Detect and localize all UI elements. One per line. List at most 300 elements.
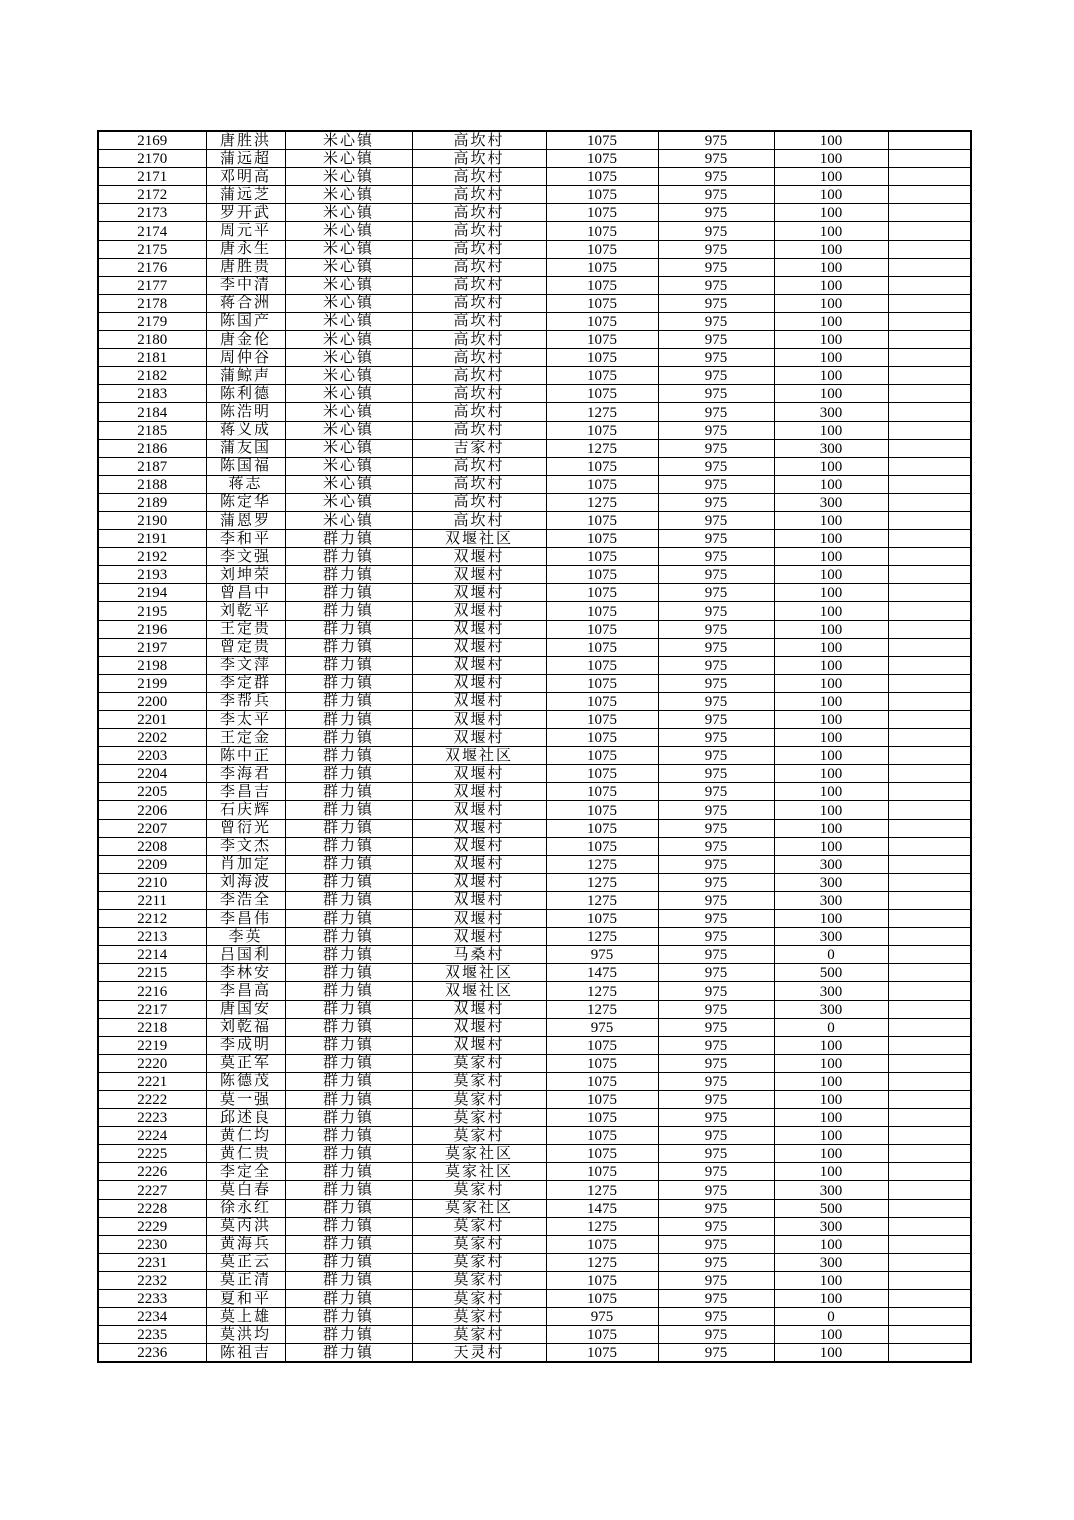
amount-cell: 1075 [546, 1072, 658, 1090]
table-row [98, 276, 971, 294]
town-cell: 米心镇 [285, 240, 412, 258]
table-row [98, 747, 971, 765]
difference-cell: 500 [774, 1199, 888, 1217]
base-amount-cell: 975 [658, 964, 774, 982]
remark-cell [888, 403, 971, 421]
remark-cell [888, 801, 971, 819]
base-amount-cell: 975 [658, 1072, 774, 1090]
base-amount-cell: 975 [658, 258, 774, 276]
table-row [98, 928, 971, 946]
difference-cell: 100 [774, 1090, 888, 1108]
village-cell: 双堰村 [412, 1036, 546, 1054]
difference-cell: 100 [774, 294, 888, 312]
row-number-cell: 2213 [98, 928, 206, 946]
row-number-cell: 2223 [98, 1109, 206, 1127]
difference-cell: 300 [774, 1253, 888, 1271]
town-cell: 群力镇 [285, 946, 412, 964]
remark-cell [888, 1000, 971, 1018]
table-row [98, 150, 971, 168]
difference-cell: 0 [774, 946, 888, 964]
base-amount-cell: 975 [658, 946, 774, 964]
difference-cell: 300 [774, 982, 888, 1000]
base-amount-cell: 975 [658, 584, 774, 602]
name-cell: 蒲远芝 [206, 186, 285, 204]
row-number-cell: 2210 [98, 873, 206, 891]
remark-cell [888, 1036, 971, 1054]
row-number-cell: 2172 [98, 186, 206, 204]
village-cell: 莫家村 [412, 1054, 546, 1072]
base-amount-cell: 975 [658, 475, 774, 493]
village-cell: 高坎村 [412, 312, 546, 330]
amount-cell: 1075 [546, 530, 658, 548]
table-row [98, 584, 971, 602]
base-amount-cell: 975 [658, 131, 774, 150]
row-number-cell: 2233 [98, 1290, 206, 1308]
base-amount-cell: 975 [658, 421, 774, 439]
village-cell: 高坎村 [412, 367, 546, 385]
base-amount-cell: 975 [658, 1235, 774, 1253]
table-row [98, 801, 971, 819]
base-amount-cell: 975 [658, 1181, 774, 1199]
table-row [98, 783, 971, 801]
amount-cell: 1075 [546, 602, 658, 620]
remark-cell [888, 258, 971, 276]
difference-cell: 300 [774, 1181, 888, 1199]
row-number-cell: 2191 [98, 530, 206, 548]
name-cell: 黄仁贵 [206, 1145, 285, 1163]
name-cell: 莫正军 [206, 1054, 285, 1072]
table-row [98, 548, 971, 566]
name-cell: 曾昌中 [206, 584, 285, 602]
name-cell: 周仲谷 [206, 349, 285, 367]
village-cell: 高坎村 [412, 475, 546, 493]
village-cell: 莫家村 [412, 1290, 546, 1308]
village-cell: 双堰村 [412, 692, 546, 710]
difference-cell: 100 [774, 475, 888, 493]
base-amount-cell: 975 [658, 367, 774, 385]
town-cell: 米心镇 [285, 385, 412, 403]
remark-cell [888, 729, 971, 747]
table-row [98, 1127, 971, 1145]
base-amount-cell: 975 [658, 855, 774, 873]
remark-cell [888, 150, 971, 168]
difference-cell: 100 [774, 602, 888, 620]
village-cell: 双堰村 [412, 674, 546, 692]
row-number-cell: 2197 [98, 638, 206, 656]
name-cell: 李文杰 [206, 837, 285, 855]
base-amount-cell: 975 [658, 240, 774, 258]
base-amount-cell: 975 [658, 1090, 774, 1108]
table-row [98, 1290, 971, 1308]
remark-cell [888, 186, 971, 204]
table-row [98, 367, 971, 385]
town-cell: 米心镇 [285, 367, 412, 385]
town-cell: 群力镇 [285, 692, 412, 710]
amount-cell: 1275 [546, 1181, 658, 1199]
amount-cell: 1075 [546, 258, 658, 276]
amount-cell: 1275 [546, 891, 658, 909]
remark-cell [888, 204, 971, 222]
village-cell: 高坎村 [412, 493, 546, 511]
village-cell: 双堰村 [412, 891, 546, 909]
town-cell: 米心镇 [285, 258, 412, 276]
table-row [98, 1109, 971, 1127]
town-cell: 群力镇 [285, 1181, 412, 1199]
base-amount-cell: 975 [658, 910, 774, 928]
difference-cell: 100 [774, 1145, 888, 1163]
table-row [98, 964, 971, 982]
row-number-cell: 2176 [98, 258, 206, 276]
amount-cell: 1075 [546, 1271, 658, 1289]
row-number-cell: 2209 [98, 855, 206, 873]
amount-cell: 1075 [546, 801, 658, 819]
difference-cell: 300 [774, 1217, 888, 1235]
difference-cell: 100 [774, 331, 888, 349]
town-cell: 群力镇 [285, 530, 412, 548]
name-cell: 莫正清 [206, 1271, 285, 1289]
difference-cell: 100 [774, 747, 888, 765]
town-cell: 群力镇 [285, 1072, 412, 1090]
base-amount-cell: 975 [658, 1145, 774, 1163]
table-row [98, 1235, 971, 1253]
name-cell: 唐国安 [206, 1000, 285, 1018]
name-cell: 陈利德 [206, 385, 285, 403]
village-cell: 天灵村 [412, 1344, 546, 1363]
village-cell: 高坎村 [412, 258, 546, 276]
town-cell: 群力镇 [285, 891, 412, 909]
village-cell: 莫家村 [412, 1217, 546, 1235]
amount-cell: 1075 [546, 1036, 658, 1054]
difference-cell: 100 [774, 1326, 888, 1344]
amount-cell: 1275 [546, 873, 658, 891]
amount-cell: 1075 [546, 765, 658, 783]
difference-cell: 100 [774, 692, 888, 710]
row-number-cell: 2211 [98, 891, 206, 909]
village-cell: 马桑村 [412, 946, 546, 964]
table-row [98, 1308, 971, 1326]
town-cell: 群力镇 [285, 602, 412, 620]
base-amount-cell: 975 [658, 1271, 774, 1289]
name-cell: 李文强 [206, 548, 285, 566]
row-number-cell: 2226 [98, 1163, 206, 1181]
table-row [98, 638, 971, 656]
remark-cell [888, 240, 971, 258]
difference-cell: 100 [774, 131, 888, 150]
difference-cell: 100 [774, 367, 888, 385]
amount-cell: 1075 [546, 131, 658, 150]
base-amount-cell: 975 [658, 457, 774, 475]
village-cell: 双堰村 [412, 801, 546, 819]
remark-cell [888, 891, 971, 909]
row-number-cell: 2220 [98, 1054, 206, 1072]
base-amount-cell: 975 [658, 1199, 774, 1217]
difference-cell: 300 [774, 439, 888, 457]
remark-cell [888, 276, 971, 294]
row-number-cell: 2194 [98, 584, 206, 602]
difference-cell: 0 [774, 1018, 888, 1036]
base-amount-cell: 975 [658, 1036, 774, 1054]
difference-cell: 100 [774, 765, 888, 783]
table-row [98, 222, 971, 240]
remark-cell [888, 1253, 971, 1271]
remark-cell [888, 656, 971, 674]
table-row [98, 1072, 971, 1090]
difference-cell: 100 [774, 584, 888, 602]
remark-cell [888, 548, 971, 566]
amount-cell: 1075 [546, 1127, 658, 1145]
table-row [98, 1181, 971, 1199]
table-row [98, 1253, 971, 1271]
name-cell: 李昌吉 [206, 783, 285, 801]
town-cell: 群力镇 [285, 1000, 412, 1018]
town-cell: 群力镇 [285, 1253, 412, 1271]
row-number-cell: 2212 [98, 910, 206, 928]
base-amount-cell: 975 [658, 729, 774, 747]
remark-cell [888, 1072, 971, 1090]
difference-cell: 100 [774, 1271, 888, 1289]
village-cell: 双堰村 [412, 765, 546, 783]
name-cell: 莫洪均 [206, 1326, 285, 1344]
name-cell: 黄海兵 [206, 1235, 285, 1253]
table-row [98, 240, 971, 258]
table-row [98, 421, 971, 439]
base-amount-cell: 975 [658, 548, 774, 566]
table-row [98, 602, 971, 620]
table-row [98, 439, 971, 457]
amount-cell: 1075 [546, 457, 658, 475]
base-amount-cell: 975 [658, 674, 774, 692]
remark-cell [888, 222, 971, 240]
base-amount-cell: 975 [658, 511, 774, 529]
amount-cell: 1075 [546, 837, 658, 855]
base-amount-cell: 975 [658, 1344, 774, 1363]
name-cell: 李文萍 [206, 656, 285, 674]
village-cell: 高坎村 [412, 457, 546, 475]
name-cell: 王定金 [206, 729, 285, 747]
remark-cell [888, 837, 971, 855]
village-cell: 双堰村 [412, 602, 546, 620]
village-cell: 双堰村 [412, 656, 546, 674]
remark-cell [888, 638, 971, 656]
row-number-cell: 2181 [98, 349, 206, 367]
amount-cell: 1075 [546, 692, 658, 710]
village-cell: 高坎村 [412, 403, 546, 421]
remark-cell [888, 1054, 971, 1072]
remark-cell [888, 1308, 971, 1326]
remark-cell [888, 367, 971, 385]
difference-cell: 100 [774, 312, 888, 330]
name-cell: 蒲友国 [206, 439, 285, 457]
amount-cell: 1075 [546, 511, 658, 529]
row-number-cell: 2214 [98, 946, 206, 964]
town-cell: 群力镇 [285, 1054, 412, 1072]
town-cell: 米心镇 [285, 511, 412, 529]
difference-cell: 100 [774, 910, 888, 928]
name-cell: 周元平 [206, 222, 285, 240]
village-cell: 双堰村 [412, 548, 546, 566]
amount-cell: 1075 [546, 150, 658, 168]
name-cell: 石庆辉 [206, 801, 285, 819]
amount-cell: 1075 [546, 819, 658, 837]
remark-cell [888, 385, 971, 403]
amount-cell: 1475 [546, 1199, 658, 1217]
town-cell: 群力镇 [285, 1163, 412, 1181]
village-cell: 莫家村 [412, 1181, 546, 1199]
village-cell: 高坎村 [412, 150, 546, 168]
amount-cell: 1075 [546, 331, 658, 349]
village-cell: 双堰村 [412, 873, 546, 891]
row-number-cell: 2215 [98, 964, 206, 982]
row-number-cell: 2222 [98, 1090, 206, 1108]
table-body [98, 131, 971, 1362]
name-cell: 陈国福 [206, 457, 285, 475]
amount-cell: 1275 [546, 403, 658, 421]
remark-cell [888, 711, 971, 729]
row-number-cell: 2203 [98, 747, 206, 765]
name-cell: 曾定贵 [206, 638, 285, 656]
town-cell: 米心镇 [285, 421, 412, 439]
table-row [98, 656, 971, 674]
amount-cell: 1075 [546, 548, 658, 566]
amount-cell: 1075 [546, 638, 658, 656]
base-amount-cell: 975 [658, 638, 774, 656]
name-cell: 陈德茂 [206, 1072, 285, 1090]
table-row [98, 1018, 971, 1036]
village-cell: 高坎村 [412, 421, 546, 439]
amount-cell: 1075 [546, 367, 658, 385]
table-row [98, 1054, 971, 1072]
row-number-cell: 2229 [98, 1217, 206, 1235]
difference-cell: 100 [774, 457, 888, 475]
base-amount-cell: 975 [658, 692, 774, 710]
town-cell: 群力镇 [285, 928, 412, 946]
town-cell: 群力镇 [285, 1109, 412, 1127]
row-number-cell: 2198 [98, 656, 206, 674]
table-row [98, 982, 971, 1000]
remark-cell [888, 349, 971, 367]
town-cell: 群力镇 [285, 910, 412, 928]
table-row [98, 1217, 971, 1235]
amount-cell: 1275 [546, 1000, 658, 1018]
name-cell: 李浩全 [206, 891, 285, 909]
table-row [98, 530, 971, 548]
table-row [98, 1199, 971, 1217]
row-number-cell: 2200 [98, 692, 206, 710]
remark-cell [888, 910, 971, 928]
remark-cell [888, 168, 971, 186]
base-amount-cell: 975 [658, 928, 774, 946]
base-amount-cell: 975 [658, 1290, 774, 1308]
village-cell: 高坎村 [412, 349, 546, 367]
amount-cell: 975 [546, 1308, 658, 1326]
town-cell: 群力镇 [285, 584, 412, 602]
amount-cell: 1075 [546, 385, 658, 403]
amount-cell: 1075 [546, 783, 658, 801]
difference-cell: 100 [774, 1054, 888, 1072]
base-amount-cell: 975 [658, 150, 774, 168]
town-cell: 米心镇 [285, 131, 412, 150]
table-row [98, 729, 971, 747]
difference-cell: 100 [774, 548, 888, 566]
name-cell: 李中清 [206, 276, 285, 294]
name-cell: 蒋义成 [206, 421, 285, 439]
base-amount-cell: 975 [658, 1109, 774, 1127]
row-number-cell: 2224 [98, 1127, 206, 1145]
remark-cell [888, 1235, 971, 1253]
remark-cell [888, 1127, 971, 1145]
base-amount-cell: 975 [658, 765, 774, 783]
town-cell: 群力镇 [285, 964, 412, 982]
table-row [98, 1090, 971, 1108]
difference-cell: 100 [774, 711, 888, 729]
name-cell: 刘乾平 [206, 602, 285, 620]
town-cell: 群力镇 [285, 1235, 412, 1253]
table-row [98, 403, 971, 421]
town-cell: 米心镇 [285, 312, 412, 330]
village-cell: 高坎村 [412, 331, 546, 349]
base-amount-cell: 975 [658, 891, 774, 909]
town-cell: 群力镇 [285, 837, 412, 855]
village-cell: 高坎村 [412, 240, 546, 258]
amount-cell: 1075 [546, 747, 658, 765]
name-cell: 李帮兵 [206, 692, 285, 710]
town-cell: 群力镇 [285, 1036, 412, 1054]
village-cell: 双堰社区 [412, 747, 546, 765]
row-number-cell: 2186 [98, 439, 206, 457]
village-cell: 莫家村 [412, 1109, 546, 1127]
row-number-cell: 2219 [98, 1036, 206, 1054]
table-row [98, 620, 971, 638]
name-cell: 李昌高 [206, 982, 285, 1000]
remark-cell [888, 475, 971, 493]
table-row [98, 891, 971, 909]
name-cell: 肖加定 [206, 855, 285, 873]
base-amount-cell: 975 [658, 1018, 774, 1036]
remark-cell [888, 783, 971, 801]
village-cell: 双堰社区 [412, 964, 546, 982]
table-row [98, 1000, 971, 1018]
name-cell: 蒲恩罗 [206, 511, 285, 529]
village-cell: 双堰村 [412, 928, 546, 946]
town-cell: 米心镇 [285, 294, 412, 312]
remark-cell [888, 747, 971, 765]
village-cell: 双堰村 [412, 584, 546, 602]
difference-cell: 100 [774, 1163, 888, 1181]
row-number-cell: 2221 [98, 1072, 206, 1090]
village-cell: 莫家村 [412, 1308, 546, 1326]
name-cell: 李英 [206, 928, 285, 946]
table-row [98, 294, 971, 312]
row-number-cell: 2231 [98, 1253, 206, 1271]
remark-cell [888, 312, 971, 330]
town-cell: 群力镇 [285, 566, 412, 584]
remark-cell [888, 421, 971, 439]
base-amount-cell: 975 [658, 349, 774, 367]
town-cell: 群力镇 [285, 729, 412, 747]
row-number-cell: 2185 [98, 421, 206, 439]
amount-cell: 1475 [546, 964, 658, 982]
table-row [98, 692, 971, 710]
base-amount-cell: 975 [658, 276, 774, 294]
row-number-cell: 2195 [98, 602, 206, 620]
base-amount-cell: 975 [658, 204, 774, 222]
amount-cell: 1075 [546, 240, 658, 258]
name-cell: 蒋合洲 [206, 294, 285, 312]
table-row [98, 1271, 971, 1289]
village-cell: 双堰村 [412, 783, 546, 801]
name-cell: 唐金伦 [206, 331, 285, 349]
town-cell: 群力镇 [285, 1145, 412, 1163]
